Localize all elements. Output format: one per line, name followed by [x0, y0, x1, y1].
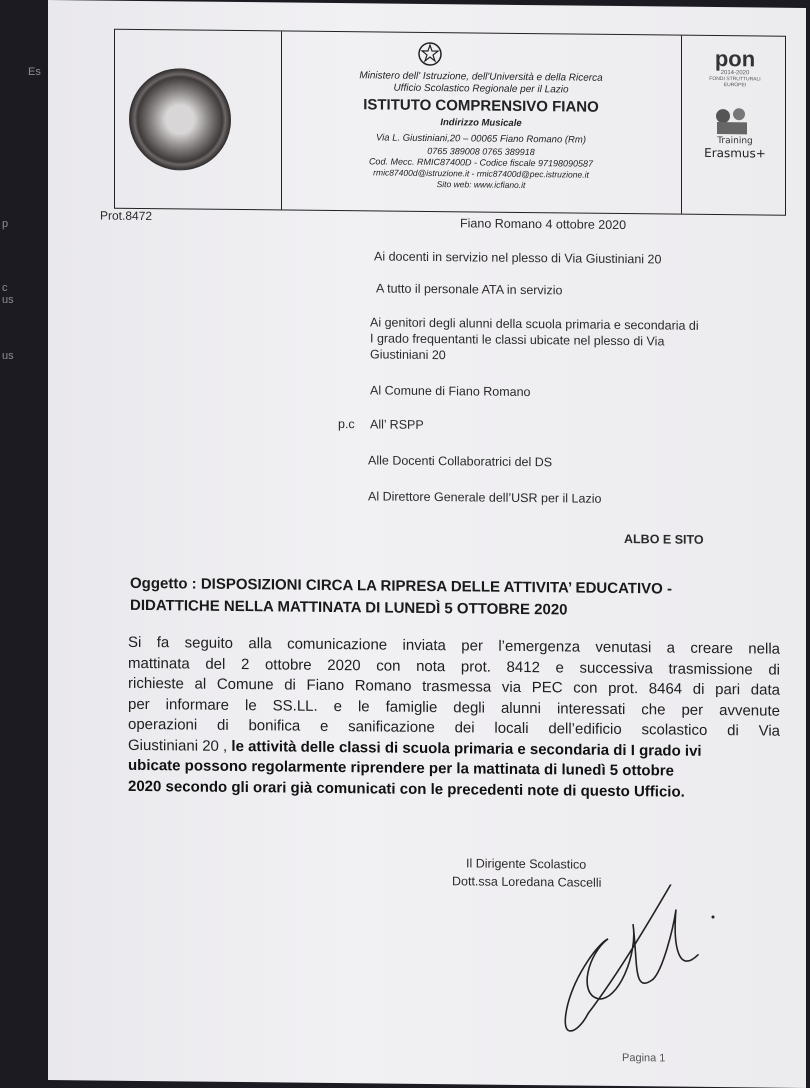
letterhead: [114, 29, 786, 216]
place-date: Fiano Romano 4 ottobre 2020: [460, 216, 627, 233]
school-seal-logo: [129, 68, 231, 171]
edge-text: us: [2, 294, 14, 306]
school-emails: rmic87400d@istruzione.it - rmic87400d@pec.istruzione.it: [373, 167, 589, 180]
recipient-line: Ai docenti in servizio nel plesso di Via Giustiniani 20: [374, 249, 662, 267]
edge-text: c: [2, 282, 8, 294]
school-codes: Cod. Mecc. RMIC87400D - Codice fiscale 97198090587: [368, 156, 594, 169]
recipient-line: Al Direttore Generale dell’USR per il Lazio: [368, 489, 602, 506]
signatory-name: Dott.ssa Loredana Cascelli: [452, 874, 602, 890]
pon-logo: pon 2014-2020 FONDI STRUTTURALI EUROPEI: [709, 45, 761, 89]
albo-label: ALBO E SITO: [624, 532, 704, 547]
handwritten-signature: [488, 883, 758, 1036]
document-page: [48, 0, 806, 1088]
recipient-line: Giustiniani 20: [370, 347, 446, 363]
erasmus-logo: Training Erasmus+: [695, 102, 775, 173]
ministry-line: Ministero dell' Istruzione, dell'Università e della Ricerca: [359, 70, 603, 84]
edge-text: us: [2, 350, 14, 362]
school-name: ISTITUTO COMPRENSIVO FIANO: [363, 96, 599, 116]
body-paragraph: Si fa seguito alla comunicazione inviata per l’emergenza venutasi a creare nella mattinata del 2 ottobre 2020 con nota prot. 8412 e successiva trasmissione di richieste al Comune di Fiano Romano trasmessa via PEC con prot. 8464 di pari data per informare le SS.LL. e le famiglie degli alunni interessati che per avvenute operazioni di bonifica e sanificazione dei locali dell’edificio scolastico di Via Giustiniani 20 , le attività delle classi di scuola primaria e secondaria di I grado ivi ubicate possono regolarmente riprendere per la mattinata di lunedì 5 ottobre 2020 secondo gli orari già comunicati con le precedenti note di questo Ufficio.: [128, 633, 780, 801]
recipient-line: I grado frequentanti le classi ubicate nel plesso di Via: [370, 331, 665, 349]
school-subtitle: Indirizzo Musicale: [440, 117, 522, 129]
edge-text: p: [2, 218, 9, 230]
recipient-line: A tutto il personale ATA in servizio: [376, 281, 563, 298]
school-address: Via L. Giustiniani,20 – 00065 Fiano Romano (Rm): [376, 132, 586, 146]
recipient-line: Alle Docenti Collaboratrici del DS: [368, 453, 553, 470]
subject-heading: Oggetto : DISPOSIZIONI CIRCA LA RIPRESA DELLE ATTIVITA’ EDUCATIVO - DIDATTICHE NELLA MATTINATA DI LUNEDÌ 5 OTTOBRE 2020: [130, 574, 672, 619]
recipient-line: Al Comune di Fiano Romano: [370, 383, 531, 400]
page-number: Pagina 1: [622, 1052, 666, 1065]
italian-emblem-icon: [415, 39, 445, 69]
edge-text: Es: [28, 66, 41, 78]
office-line: Ufficio Scolastico Regionale per il Lazio: [393, 82, 569, 96]
school-phones: 0765 389008 0765 389918: [427, 145, 535, 158]
protocol-number: Prot.8472: [100, 208, 153, 224]
pc-label: p.c: [338, 417, 355, 432]
recipient-line: All’ RSPP: [370, 417, 424, 432]
recipient-line: Ai genitori degli alunni della scuola primaria e secondaria di: [370, 315, 699, 333]
signatory-title: Il Dirigente Scolastico: [466, 856, 587, 872]
school-website: Sito web: www.icfiano.it: [436, 179, 526, 190]
